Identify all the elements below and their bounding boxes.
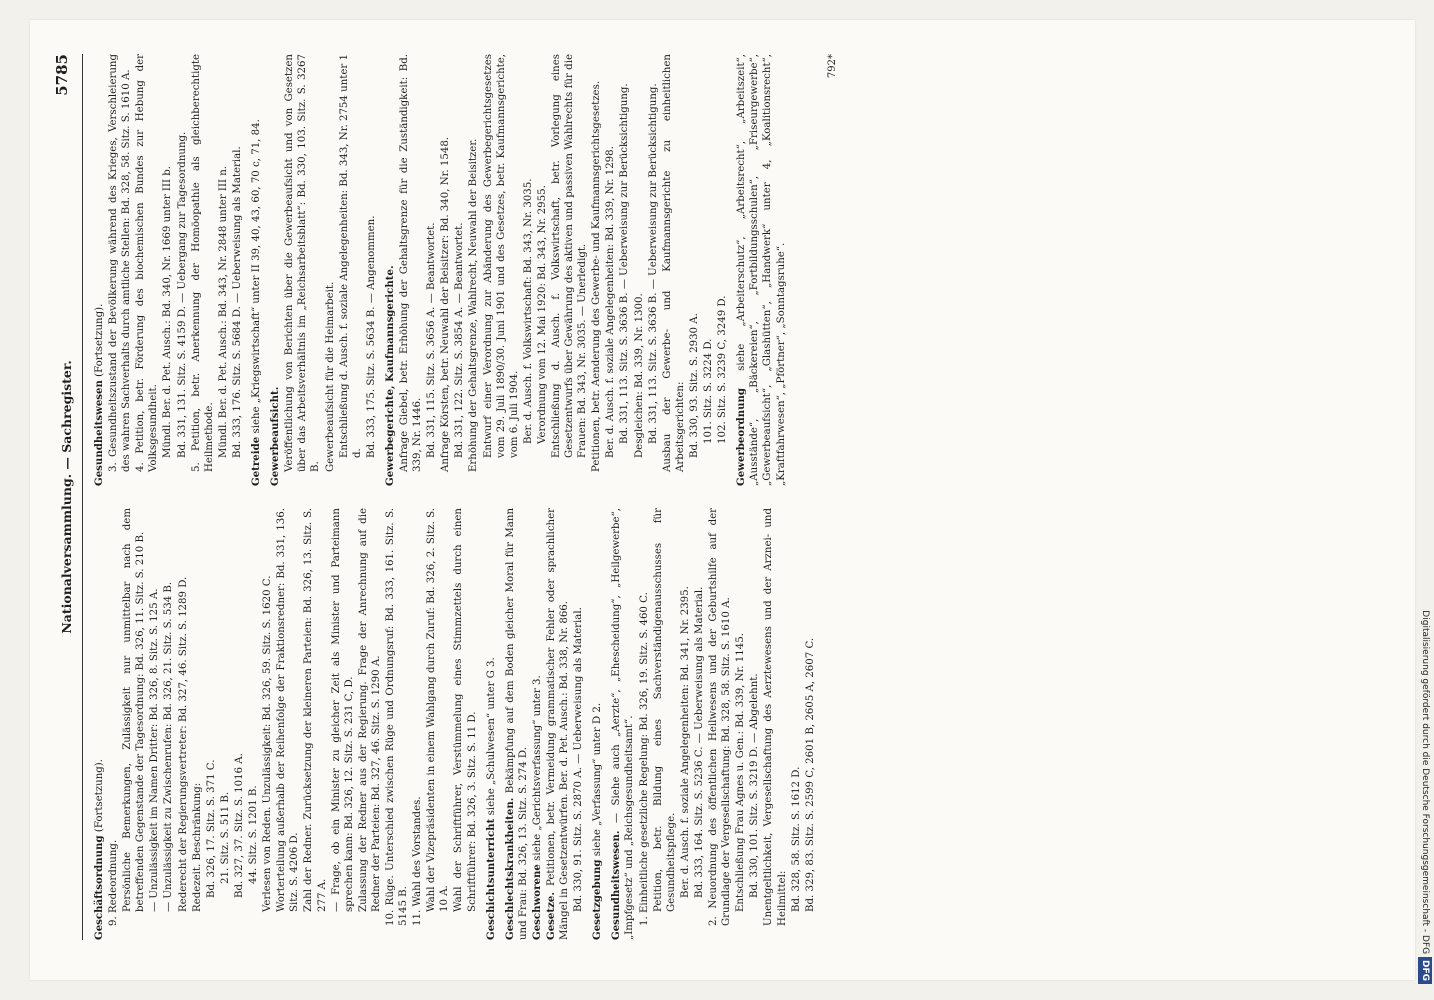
index-entry: Veröffentlichung von Berichten über die Gewerbeaufsicht und von Gesetzen über das Arbeitsverhältnis im „Reichsarbeitsblatt“: Bd. 330, 103. Sitz. S. 3267 B. xyxy=(284,54,322,472)
headword-text: (Fortsetzung). xyxy=(94,303,105,377)
index-entry: Persönliche Bemerkungen, Zulässigkeit nur unmittelbar nach dem betreffenden Gegenstande der Tagesordnung: Bd. 326, 11. Sitz. S. 210 B. xyxy=(122,508,147,912)
headword-text: Bekämpfung auf dem Boden gleicher Moral für Mann und Frau: Bd. 326, 13. Sitz. S. 274 D. xyxy=(504,507,529,940)
headword: Getreide xyxy=(250,436,263,486)
index-entry: Rederecht der Regierungsvertreter: Bd. 327, 46. Sitz. S. 1289 D. xyxy=(177,576,189,912)
index-entry: 9. Redeordnung. xyxy=(108,839,120,926)
index-entry: Bd. 333, 164. Sitz. S. 5236 C. — Ueberweisung als Material. xyxy=(693,586,705,898)
index-entry: 4. Petition, betr. Förderung des biochemischen Bundes zur Hebung der Volksgesundheit. xyxy=(135,54,160,472)
index-entry: Bd. 330, 91. Sitz. S. 2870 A. — Ueberweisung als Material. xyxy=(573,607,585,912)
index-entry: 1. Einheitliche gesetzliche Regelung: Bd. 326, 19. Sitz. S. 460 C. xyxy=(638,592,650,926)
index-entry: Bd. 331, 113. Sitz. S. 3636 B. — Ueberweisung zur Berücksichtigung. xyxy=(619,83,631,444)
index-entry: Bd. 331, 113. Sitz. S. 3636 B. — Ueberweisung zur Berücksichtigung. xyxy=(647,83,659,444)
index-entry: Bd. 330, 93. Sitz. S. 2930 A. xyxy=(688,313,700,458)
index-headword-entry xyxy=(384,54,397,486)
header-title: Nationalversammlung. — Sachregister. xyxy=(59,360,74,634)
index-entry: Entschließung d. Ausch. f. Volkswirtschaft, betr. Vorlegung eines Gesetzentwurfs über Gewährung des aktiven und passiven Wahlrechts für die Frauen: Bd. 343, Nr. 3035. — Unerledigt. xyxy=(551,54,589,458)
index-entry: Redezeit. Beschränkung: xyxy=(191,782,203,912)
index-entry: Petition, betr. Bildung eines Sachverständigenausschusses für Gesundheitspflege. xyxy=(652,508,677,912)
index-entry: Zulassung der Redner aus der Regierung. Frage der Anrechnung auf die Redner der Parteien: Bd. 327, 46. Sitz. S. 1290 A. xyxy=(357,508,382,912)
index-entry: — Unzulässigkeit zu Zwischenrufen: Bd. 326, 21. Sitz. S. 534 B. xyxy=(163,581,175,912)
index-column-right xyxy=(93,54,818,486)
index-entry: 44. Sitz. S. 1201 B. xyxy=(248,785,260,884)
index-entry: Bd. 329, 83. Sitz. S. 2599 C, 2601 B, 2605 A, 2607 C. xyxy=(804,637,816,912)
index-entry: Bd. 331, 122. Sitz. S. 3854 A. — Beantwortet. xyxy=(454,222,466,458)
running-header xyxy=(53,54,83,940)
index-headword-entry xyxy=(591,508,604,940)
index-page xyxy=(30,20,1415,980)
dfg-logo: DFG xyxy=(1418,957,1432,984)
index-headword-entry xyxy=(504,508,530,940)
index-headword-entry xyxy=(250,54,263,486)
index-entry: Bd. 327, 37. Sitz. S. 1016 A. xyxy=(233,753,245,898)
index-entry: 10. Rüge. Unterschied zwischen Rüge und Ordnungsruf: Bd. 333, 161. Sitz. S. 5145 B. xyxy=(384,508,410,926)
headword: Gesundheitswesen. xyxy=(610,830,623,940)
headword: Geschlechtskrankheiten. xyxy=(503,797,516,940)
headword-text: siehe „Arbeiterschutz“, „Arbeitsrecht“, „Arbeitszeit“, „Ausstände“, „Bäckereien“, „Fortbildungsschulen“, „Friseurgewerbe“, „Gewerbeaufsicht“, „Glashütten“, „Handwerk“ unter 4, „Koalitionsrecht“, „Kraftfahrwesen“, „Pförtner“, „Sonntagsruhe“. xyxy=(736,54,787,486)
headword: Geschäftsordnung xyxy=(93,835,105,940)
index-headword-entry xyxy=(93,508,106,940)
headword: Gesundheitswesen xyxy=(93,380,105,486)
index-entry: Ber. d. Ausch. f. soziale Angelegenheiten: Bd. 339, Nr. 1298. xyxy=(605,146,617,458)
digitization-note xyxy=(1418,10,1432,990)
index-headword-entry xyxy=(531,508,544,940)
index-entry: Wahl der Schriftführer, Verstümmelung eines Stimmzettels durch einen Schriftführer: Bd. 326, 3. Sitz. S. 11 D. xyxy=(453,508,478,912)
headword: Gesetze. xyxy=(545,892,557,940)
headword: Gewerbeaufsicht. xyxy=(269,386,282,486)
index-entry: Bd. 328, 58. Sitz. S. 1612 D. xyxy=(790,766,802,912)
index-entry: 2. Neuordnung des öffentlichen Heilwesens und der Geburtshilfe auf der Grundlage der Vergesellschaftung: Bd. 328, 58. Sitz. S. 1610 A. xyxy=(708,508,733,926)
headword: Gewerbegerichte, Kaufmannsgerichte. xyxy=(383,265,396,486)
index-headword-entry xyxy=(269,54,282,486)
headword: Gesetzgebung xyxy=(591,859,604,940)
index-entry: Entwurf einer Verordnung zur Abänderung des Gewerbegerichtsgesetzes vom 29. Juli 1890/30. Juni 1901 und des Gesetzes, betr. Kaufmannsgerichte, vom 6. Juli 1904. xyxy=(482,54,520,458)
index-entry: Bd. 330, 101. Sitz. S. 3219 D. — Abgelehnt. xyxy=(749,673,761,898)
index-entry: 11. Wahl des Vorstandes. xyxy=(412,796,424,926)
index-headword-entry xyxy=(735,54,787,486)
index-headword-entry xyxy=(485,508,498,940)
index-entry: Petitionen, betr. Aenderung des Gewerbe- und Kaufmannsgerichtsgesetzes. xyxy=(591,80,603,472)
index-entry: Bd. 333, 176. Sitz. S. 5684 D. — Ueberweisung als Material. xyxy=(231,146,243,458)
index-headword-entry xyxy=(93,54,106,486)
headword-text: siehe „Verfassung“ unter D 2. xyxy=(592,702,604,857)
index-headword-entry xyxy=(545,508,571,940)
index-entry: Gewerbeaufsicht für die Heimarbeit. xyxy=(324,281,336,472)
headword-text: siehe „Gerichtsverfassung“ unter 3. xyxy=(531,675,543,861)
index-entry: Erhöhung der Gehaltsgrenze, Wahlrecht, Neuwahl der Beisitzer. xyxy=(468,138,480,472)
index-entry: Mündl. Ber. d. Pet. Ausch.: Bd. 343, Nr. 2848 unter III n. xyxy=(217,165,229,458)
headword: Geschichtsunterricht xyxy=(484,818,497,940)
digitization-note-text: Digitalisierung gefördert durch die Deutsche Forschungsgemeinschaft - DFG xyxy=(1420,610,1430,955)
index-entry: Worterteilung außerhalb der Reihenfolge der Fraktionsredner: Bd. 331, 136. Sitz. S. 4206 D. xyxy=(276,508,301,912)
index-entry: 5. Petition, betr. Anerkennung der Homöopathie als gleichberechtigte Heilmethode. xyxy=(190,54,215,472)
signature-mark: 792* xyxy=(826,54,838,79)
index-entry: Wahl der Vizepräsidenten in einem Wahlgang durch Zuruf: Bd. 326, 2. Sitz. S. 10 A. xyxy=(426,508,451,912)
headword: Geschworene xyxy=(530,864,543,940)
index-entry: Anfrage Körsten, betr. Neuwahl der Beisitzer: Bd. 340, Nr. 1548. xyxy=(440,136,452,472)
index-column-left xyxy=(93,508,818,940)
index-entry: 21. Sitz. S. 511 B. xyxy=(219,791,231,884)
index-entry: 3. Gesundheitszustand der Bevölkerung während des Krieges, Verschleierung des wahren Sachverhalts durch amtliche Stellen: Bd. 328, 58. Sitz. S. 1610 A. xyxy=(108,54,133,472)
headword-text: (Fortsetzung). xyxy=(94,758,105,833)
index-entry: 102. Sitz. S. 3239 C, 3249 D. xyxy=(717,295,729,444)
index-entry: Entschließung Frau Agnes u. Gen.: Bd. 339, Nr. 1145. xyxy=(735,633,747,912)
index-entry: Ber. d. Ausch. f. soziale Angelegenheiten: Bd. 341, Nr. 2395. xyxy=(679,586,691,898)
index-entry: Unentgeltlichkeit, Vergesellschaftung des Aerztewesens und der Arznei- und Heilmittel: xyxy=(763,508,788,926)
headword-text: Petitionen, betr. Vermeidung grammatischer Fehler oder sprachlicher Mängel in Gesetzentwürfen. Ber. d. Pet. Ausch.: Bd. 338, Nr. 866. xyxy=(546,508,571,940)
index-entry: Desgleichen: Bd. 339, Nr. 1300. xyxy=(633,293,645,458)
index-headword-entry xyxy=(610,508,636,940)
index-entry: — Unzulässigkeit im Namen Dritter: Bd. 326, 8. Sitz. S. 125 A. xyxy=(149,588,161,912)
index-entry: 101. Sitz. S. 3224 D. xyxy=(703,338,715,444)
index-entry: Verordnung vom 12. Mai 1920: Bd. 343, Nr. 2955. xyxy=(536,185,548,444)
index-entry: Bd. 326, 17. Sitz. S. 371 C. xyxy=(205,759,217,898)
index-entry: Bd. 331, 115. Sitz. S. 3656 A. — Beantwortet. xyxy=(426,222,438,458)
index-entry: Mündl. Ber. d. Pet. Ausch.: Bd. 340, Nr. 1669 unter III b. xyxy=(162,165,174,458)
index-entry: Bd. 333, 175. Sitz. S. 5634 B. — Angenommen. xyxy=(365,215,377,458)
index-entry: — Frage, ob ein Minister zu gleicher Zeit als Minister und Parteimann sprechen kann: Bd. 326, 12. Sitz. S. 231 C, D. xyxy=(330,508,355,912)
index-entry: Ausbau der Gewerbe- und Kaufmannsgerichte zu einheitlichen Arbeitsgerichten: xyxy=(661,54,686,472)
index-entry: Anfrage Giebel, betr. Erhöhung der Gehaltsgrenze für die Zuständigkeit: Bd. 339, Nr. 1446. xyxy=(398,54,424,472)
headword: Gewerbeordnung xyxy=(735,387,748,486)
index-entry: Ber. d. Ausch. f. Volkswirtschaft: Bd. 343, Nr. 3035. xyxy=(522,178,534,444)
index-entry: Verlesen von Reden. Unzulässigkeit: Bd. 326, 59. Sitz. S. 1620 C. xyxy=(262,575,274,912)
headword-text: siehe „Schulwesen“ unter G 3. xyxy=(485,657,497,816)
headword-text: siehe „Kriegswirtschaft“ unter II 39, 40, 43, 60, 70 c, 71, 84. xyxy=(251,119,263,434)
page-number: 5785 xyxy=(53,54,71,96)
index-entry: Zahl der Redner. Zurücksetzung der kleineren Parteien: Bd. 326, 13. Sitz. S. 277 A. xyxy=(303,508,328,912)
headword-text: — Siehe auch „Aerzte“, „Ehescheidung“, „Heilgewerbe“, „Impfgesetz“ und „Reichsgesundheitsamt“. xyxy=(611,508,636,940)
index-entry: Entschließung d. Ausch. f. soziale Angelegenheiten: Bd. 343, Nr. 2754 unter 1 d. xyxy=(338,54,363,458)
index-entry: Bd. 331, 131. Sitz. S. 4159 D. — Uebergang zur Tagesordnung. xyxy=(176,131,188,458)
